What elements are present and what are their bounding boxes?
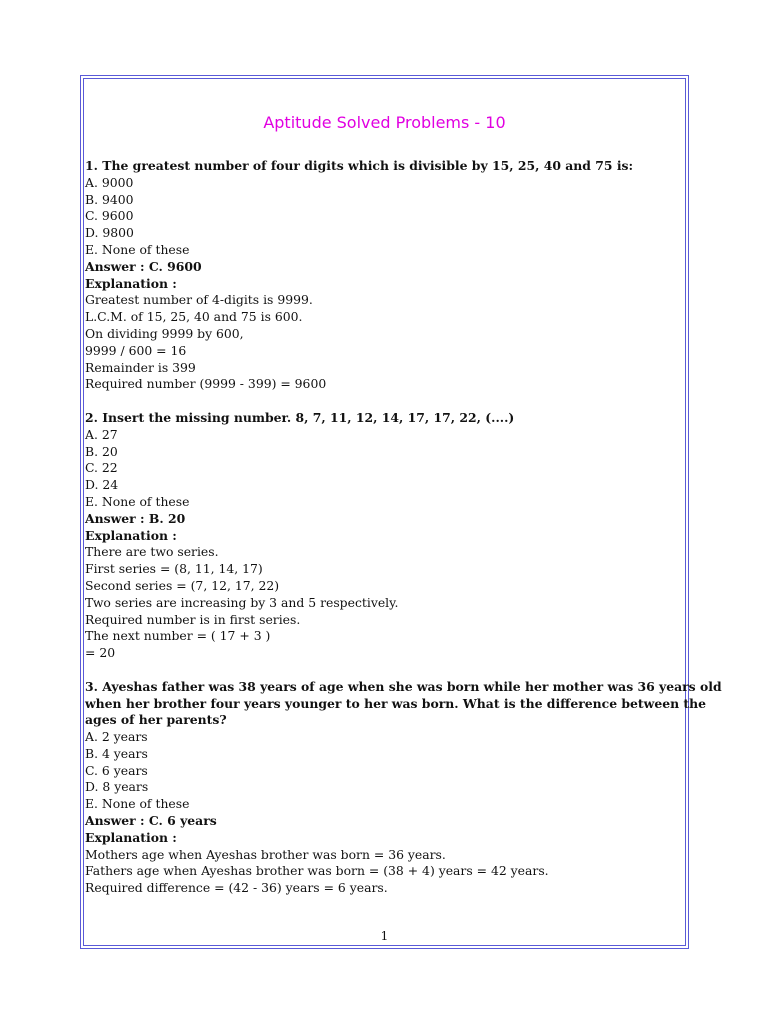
explanation-label: Explanation :: [85, 275, 177, 291]
explanation-line: On dividing 9999 by 600,: [85, 325, 244, 341]
page-title: Aptitude Solved Problems - 10: [263, 113, 506, 132]
option-a: A. 2 years: [85, 729, 148, 745]
explanation-line: Required difference = (42 - 36) years = 6 years.: [85, 880, 388, 896]
explanation-line: The next number = ( 17 + 3 ): [85, 628, 271, 644]
question-text-line: ages of her parents?: [85, 712, 227, 728]
explanation-line: 9999 / 600 = 16: [85, 342, 187, 358]
explanation-label: Explanation :: [85, 527, 177, 543]
explanation-line: Second series = (7, 12, 17, 22): [85, 577, 280, 593]
question-text-line: 3. Ayeshas father was 38 years of age when she was born while her mother was 36 years old: [85, 678, 722, 694]
option-e: E. None of these: [85, 493, 190, 509]
option-b: B. 9400: [85, 191, 134, 207]
explanation-line: Remainder is 399: [85, 359, 196, 375]
explanation-line: Fathers age when Ayeshas brother was born = (38 + 4) years = 42 years.: [85, 863, 549, 879]
option-c: C. 9600: [85, 208, 134, 224]
document-content: [85, 158, 722, 897]
page-number: 1: [380, 929, 389, 943]
explanation-line: First series = (8, 11, 14, 17): [85, 561, 263, 577]
answer-line: Answer : B. 20: [85, 510, 186, 526]
option-e: E. None of these: [85, 796, 190, 812]
spacer: [85, 662, 688, 679]
explanation-line: = 20: [85, 645, 116, 661]
explanation-line: Required number (9999 - 399) = 9600: [85, 376, 327, 392]
explanation-line: Mothers age when Ayeshas brother was born = 36 years.: [85, 846, 446, 862]
question-text-line: when her brother four years younger to her was born. What is the difference between the: [85, 695, 707, 711]
answer-line: Answer : C. 6 years: [85, 813, 217, 829]
option-e: E. None of these: [85, 241, 190, 257]
spacer: [85, 393, 688, 410]
answer-line: Answer : C. 9600: [85, 258, 202, 274]
explanation-line: Two series are increasing by 3 and 5 respectively.: [85, 594, 399, 610]
question-text: 2. Insert the missing number. 8, 7, 11, 12, 14, 17, 17, 22, (....): [85, 409, 515, 425]
option-b: B. 4 years: [85, 745, 148, 761]
option-c: C. 22: [85, 460, 118, 476]
option-d: D. 9800: [85, 225, 134, 241]
option-d: D. 24: [85, 477, 119, 493]
option-b: B. 20: [85, 443, 118, 459]
question-text: 1. The greatest number of four digits which is divisible by 15, 25, 40 and 75 is:: [85, 158, 634, 173]
question-block-1: [85, 158, 688, 393]
explanation-line: Required number is in first series.: [85, 611, 301, 627]
option-c: C. 6 years: [85, 762, 148, 778]
question-block-2: [85, 410, 688, 662]
explanation-line: There are two series.: [85, 544, 219, 560]
option-a: A. 9000: [85, 174, 134, 190]
question-block-3: [85, 678, 722, 897]
explanation-line: Greatest number of 4-digits is 9999.: [85, 292, 313, 308]
explanation-line: L.C.M. of 15, 25, 40 and 75 is 600.: [85, 309, 303, 325]
option-d: D. 8 years: [85, 779, 149, 795]
explanation-label: Explanation :: [85, 829, 177, 845]
option-a: A. 27: [85, 426, 118, 442]
